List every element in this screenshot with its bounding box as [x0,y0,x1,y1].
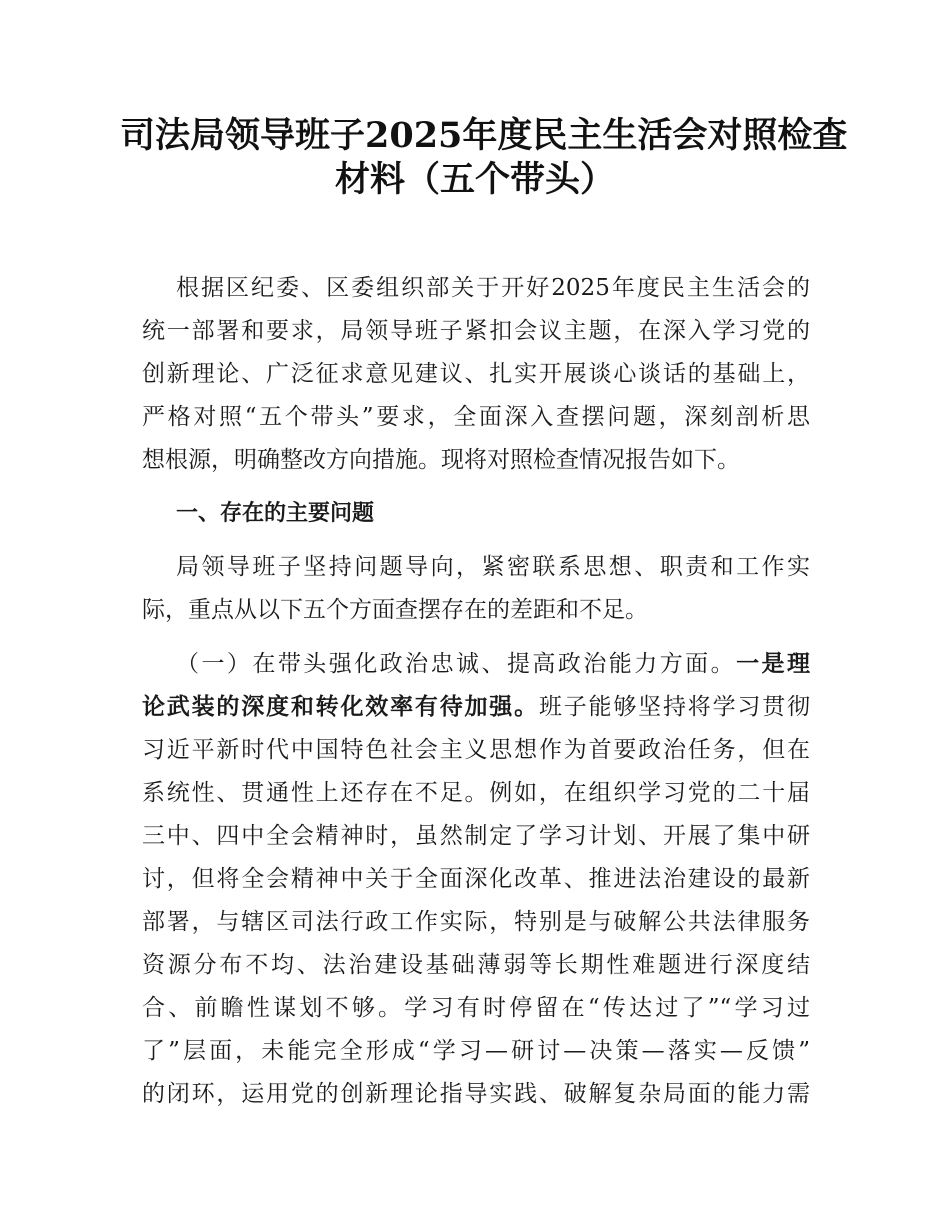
document-title-line-2: 材料（五个带头） [334,159,615,200]
paragraph-3-line: 的闭环，运用党的创新理论指导实践、破解复杂局面的能力需 [142,1081,810,1107]
point-heading: 论武装的深度和转化效率有待加强。 [142,694,539,720]
paragraph-3-line: 合、前瞻性谋划不够。学习有时停留在“传达过了”“学习过 [142,995,810,1021]
paragraph-2-line: 际，重点从以下五个方面查摆存在的差距和不足。 [142,597,648,623]
paragraph-3-line [176,644,810,684]
paragraph-3-line: 习近平新时代中国特色社会主义思想作为首要政治任务，但在 [142,737,810,763]
paragraph-1-line: 根据区纪委、区委组织部关于开好2025年度民主生活会的 [176,275,810,301]
paragraph-3-line: 了”层面，未能完全形成“学习—研讨—决策—落实—反馈” [142,1038,810,1064]
point-label: 一是理 [736,651,811,677]
paragraph-1-line: 严格对照“五个带头”要求，全面深入查摆问题，深刻剖析思 [142,404,810,430]
paragraph-1-line: 统一部署和要求，局领导班子紧扣会议主题，在深入学习党的 [142,318,810,344]
paragraph-1-line: 想根源，明确整改方向措施。现将对照检查情况报告如下。 [142,447,740,473]
paragraph-3-line: 部署，与辖区司法行政工作实际，特别是与破解公共法律服务 [142,909,810,935]
paragraph-1-line: 创新理论、广泛征求意见建议、扎实开展谈心谈话的基础上， [142,361,810,387]
paragraph-3-line: 三中、四中全会精神时，虽然制定了学习计划、开展了集中研 [142,823,810,849]
paragraph-2-line: 局领导班子坚持问题导向，紧密联系思想、职责和工作实 [176,554,810,580]
paragraph-3-line [142,687,810,727]
paragraph-3-text: 班子能够坚持将学习贯彻 [538,694,811,720]
paragraph-3-line: 系统性、贯通性上还存在不足。例如，在组织学习党的二十届 [142,780,810,806]
subsection-heading: （一）在带头强化政治忠诚、提高政治能力方面。 [176,651,737,677]
paragraph-3-line: 资源分布不均、法治建设基础薄弱等长期性难题进行深度结 [142,952,810,978]
document-title-line-1: 司法局领导班子2025年度民主生活会对照检查 [120,115,848,156]
section-heading: 一、存在的主要问题 [176,501,375,526]
paragraph-3-line: 讨，但将全会精神中关于全面深化改革、推进法治建设的最新 [142,866,810,892]
